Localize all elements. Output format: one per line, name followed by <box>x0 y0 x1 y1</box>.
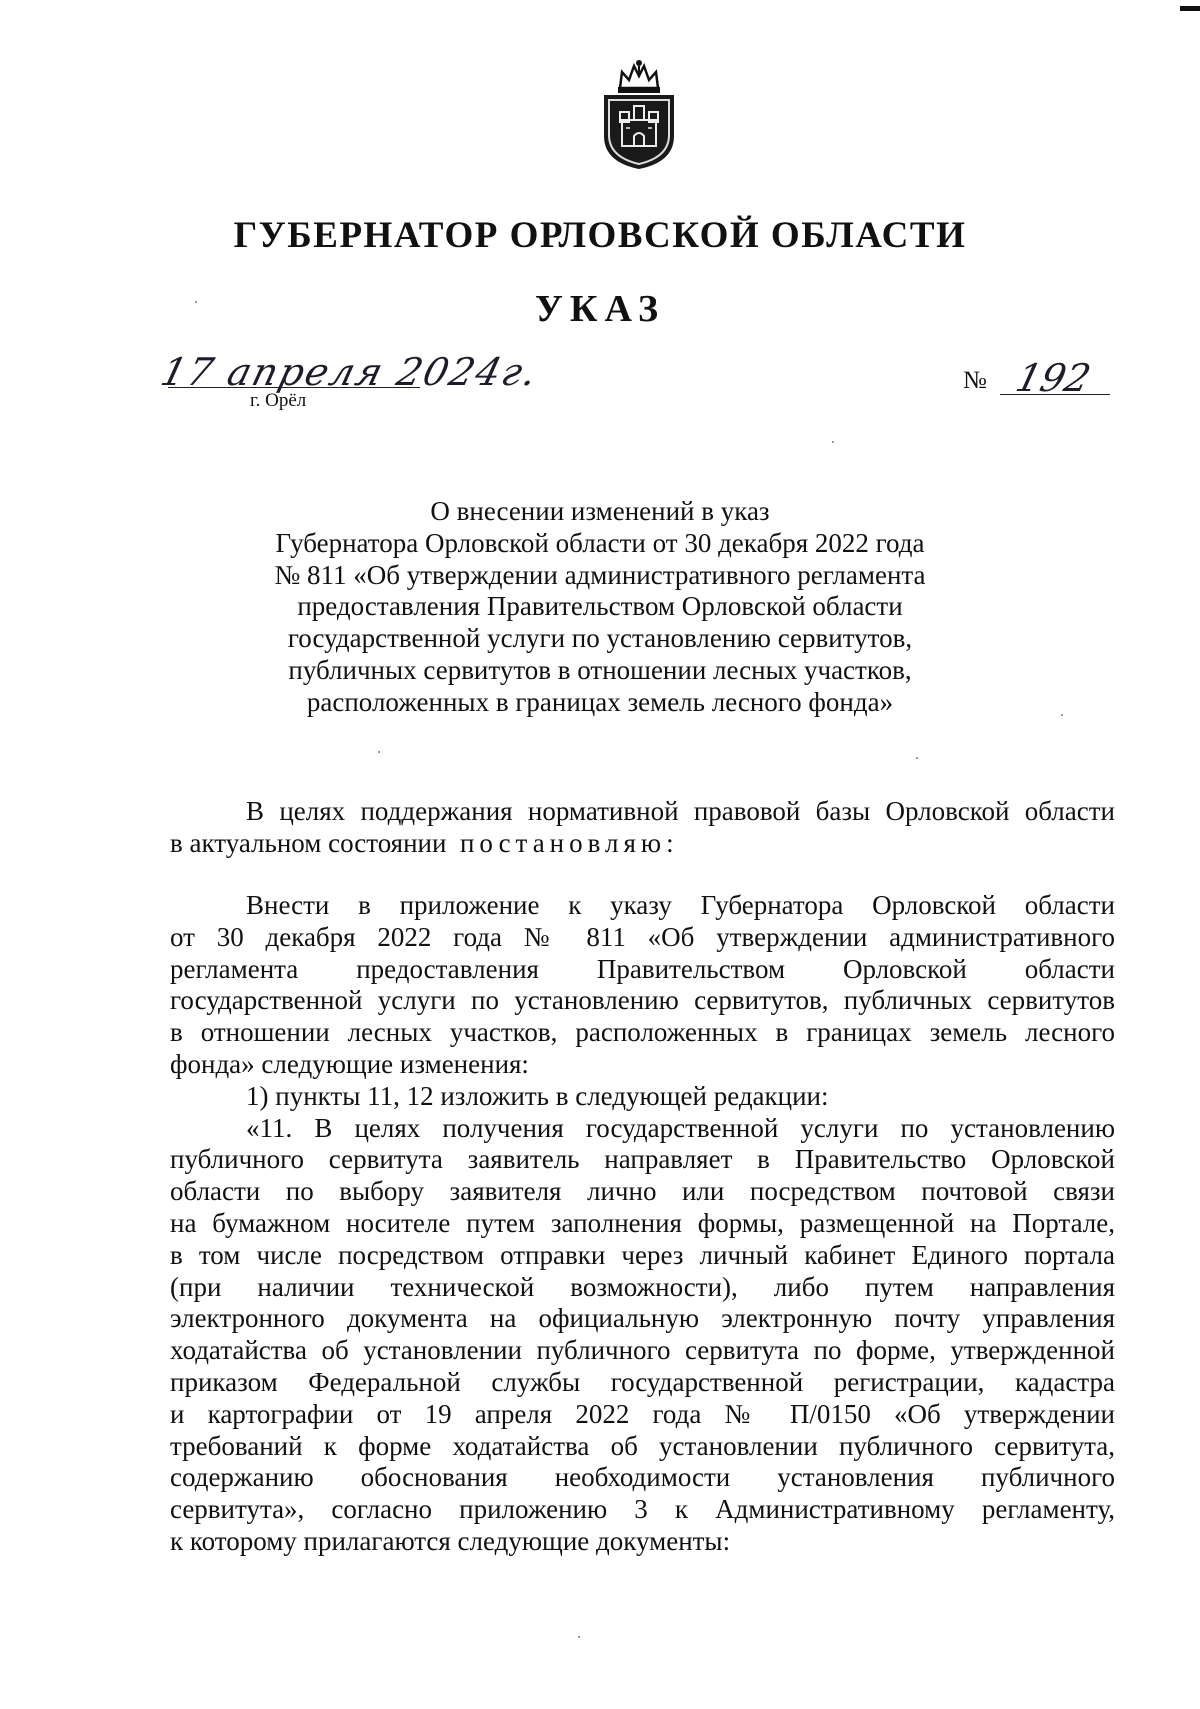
body-line: «11. В целях получения государственной услуги по установлению <box>246 1112 1115 1143</box>
decree-body <box>170 890 1115 1558</box>
body-line: Внести в приложение к указу Губернатора Орловской области <box>246 890 1115 920</box>
title-line: публичных сервитутов в отношении лесных участков, <box>288 654 912 685</box>
issuing-authority: ГУБЕРНАТОР ОРЛОВСКОЙ ОБЛАСТИ <box>233 215 967 256</box>
body-line: от 30 декабря 2022 года № 811 «Об утверждении административного <box>170 921 1115 952</box>
body-line: области по выбору заявителя лично или посредством почтовой связи <box>170 1176 1115 1207</box>
preamble-text: в актуальном состоянии <box>170 827 447 858</box>
preamble-paragraph <box>170 796 1115 860</box>
document-title <box>180 496 1020 719</box>
coat-of-arms-icon <box>598 58 680 172</box>
body-line: сервитута», согласно приложению 3 к Административному регламенту, <box>170 1494 1115 1525</box>
number-underline <box>1000 394 1110 395</box>
date-underline <box>168 387 420 388</box>
body-line: ходатайства об установлении публичного сервитута по форме, утвержденной <box>170 1335 1115 1366</box>
place-of-issue: г. Орёл <box>250 390 307 411</box>
scan-speck <box>578 1636 580 1638</box>
amendment-item: 1) пункты 11, 12 изложить в следующей редакции: <box>246 1080 829 1111</box>
title-line: № 811 «Об утверждении административного регламента <box>274 559 926 590</box>
title-line: Губернатора Орловской области от 30 декабря 2022 года <box>275 527 925 558</box>
decree-keyword: постановляю: <box>459 827 679 858</box>
body-line: требований к форме ходатайства об установлении публичного сервитута, <box>170 1430 1115 1461</box>
body-line: публичного сервитута заявитель направляет в Правительство Орловской <box>170 1144 1115 1175</box>
title-line: государственной услуги по установлению сервитутов, <box>287 623 913 654</box>
body-line: приказом Федеральной службы государственной регистрации, кадастра <box>170 1366 1115 1397</box>
scan-speck <box>378 751 380 753</box>
scan-speck <box>1061 714 1063 716</box>
preamble-line: В целях поддержания нормативной правовой базы Орловской области <box>246 796 1115 826</box>
body-line: содержанию обоснования необходимости установления публичного <box>170 1462 1115 1493</box>
body-line: в отношении лесных участков, расположенных в границах земель лесного <box>170 1017 1115 1048</box>
title-line: расположенных в границах земель лесного фонда» <box>306 686 894 717</box>
scan-edge-mark <box>1180 6 1200 11</box>
scan-speck <box>832 441 834 443</box>
body-line: в том числе посредством отправки через личный кабинет Единого портала <box>170 1239 1115 1270</box>
body-line: к которому прилагаются следующие документы: <box>170 1525 731 1556</box>
body-line: на бумажном носителе путем заполнения формы, размещенной на Портале, <box>170 1207 1115 1238</box>
body-line: и картографии от 19 апреля 2022 года № П/0150 «Об утверждении <box>170 1398 1115 1429</box>
scan-speck <box>916 757 918 759</box>
number-label: № <box>963 367 987 394</box>
preamble-line <box>170 828 1115 860</box>
body-line: электронного документа на официальную электронную почту управления <box>170 1303 1115 1334</box>
handwritten-date: 17 апреля 2024г. <box>156 350 544 394</box>
title-line: О внесении изменений в указ <box>430 496 770 526</box>
handwritten-number: 192 <box>1011 356 1096 400</box>
title-line: предоставления Правительством Орловской области <box>297 591 903 622</box>
body-line: фонда» следующие изменения: <box>170 1048 529 1079</box>
scan-speck <box>195 301 197 303</box>
body-line: (при наличии технической возможности), либо путем направления <box>170 1271 1115 1302</box>
body-line: государственной услуги по установлению сервитутов, публичных сервитутов <box>170 985 1115 1016</box>
document-type: УКАЗ <box>535 288 665 330</box>
body-line: регламента предоставления Правительством Орловской области <box>170 953 1115 984</box>
